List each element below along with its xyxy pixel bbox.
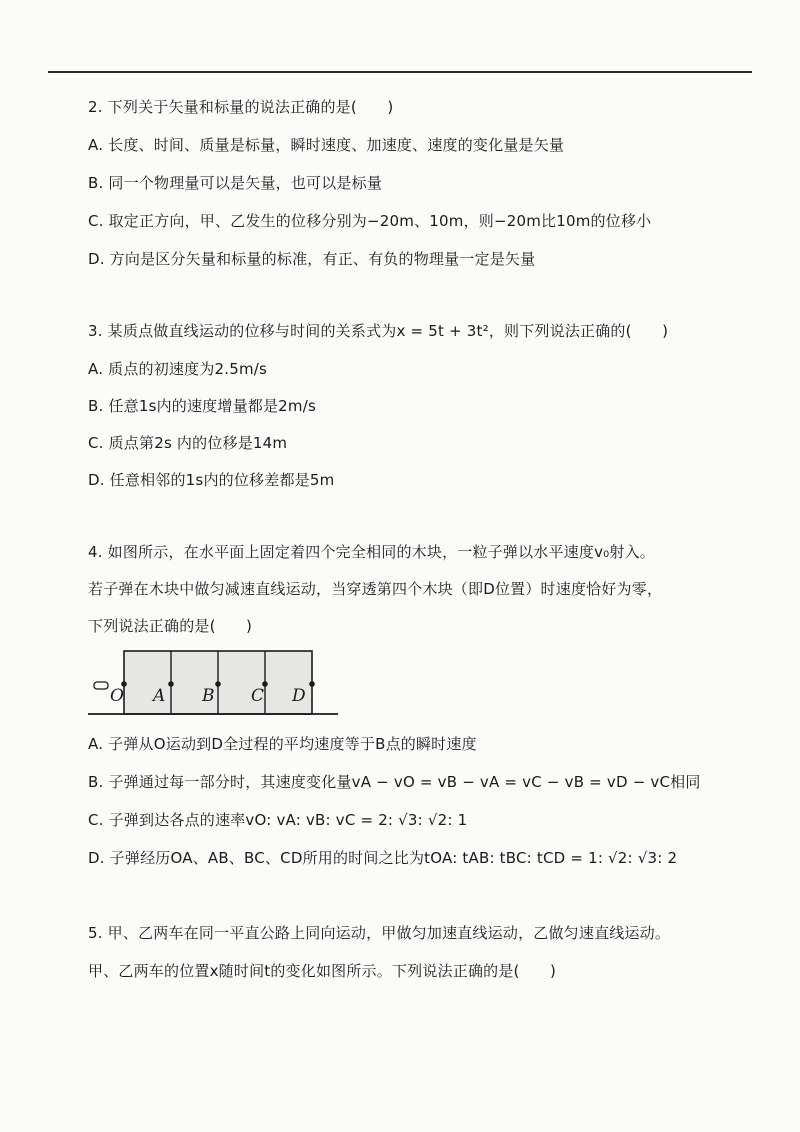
- q4-stem-line-3: 下列说法正确的是( ): [88, 617, 253, 635]
- q3-option-a: A. 质点的初速度为2.5m/s: [88, 360, 268, 378]
- label-c: C: [251, 686, 265, 706]
- q2-option-a: A. 长度、时间、质量是标量，瞬时速度、加速度、速度的变化量是矢量: [88, 136, 565, 154]
- q4-stem-line-1: 4. 如图所示，在水平面上固定着四个完全相同的木块，一粒子弹以水平速度v₀射入。: [88, 543, 655, 561]
- q2-option-b: B. 同一个物理量可以是矢量，也可以是标量: [88, 174, 383, 192]
- q3-stem: 3. 某质点做直线运动的位移与时间的关系式为x = 5t + 3t²，则下列说法正确的( ): [88, 322, 669, 340]
- point-d: [309, 681, 315, 687]
- q4-option-b: B. 子弹通过每一部分时，其速度变化量vA − vO = vB − vA = vC − vB = vD − vC相同: [88, 773, 701, 791]
- point-b: [215, 681, 221, 687]
- top-rule: [48, 71, 752, 73]
- q5-stem-line-2: 甲、乙两车的位置x随时间t的变化如图所示。下列说法正确的是( ): [88, 962, 557, 980]
- q2-stem: 2. 下列关于矢量和标量的说法正确的是( ): [88, 98, 394, 116]
- q4-option-a: A. 子弹从O运动到D全过程的平均速度等于B点的瞬时速度: [88, 735, 477, 753]
- q4-stem-line-2: 若子弹在木块中做匀减速直线运动，当穿透第四个木块（即D位置）时速度恰好为零，: [88, 580, 663, 598]
- q5-stem-line-1: 5. 甲、乙两车在同一平直公路上同向运动，甲做匀加速直线运动，乙做匀速直线运动。: [88, 924, 671, 942]
- q2-option-d: D. 方向是区分矢量和标量的标准，有正、有负的物理量一定是矢量: [88, 250, 536, 268]
- label-b: B: [202, 686, 215, 706]
- label-o: O: [110, 686, 124, 706]
- q3-option-b: B. 任意1s内的速度增量都是2m/s: [88, 397, 317, 415]
- label-d: D: [292, 686, 306, 706]
- q3-option-c: C. 质点第2s 内的位移是14m: [88, 434, 288, 452]
- bullet-icon: [94, 682, 108, 689]
- q4-option-c: C. 子弹到达各点的速率vO: vA: vB: vC = 2: √3: √2: 1: [88, 811, 468, 829]
- label-a: A: [153, 686, 166, 706]
- q2-option-c: C. 取定正方向，甲、乙发生的位移分别为−20m、10m，则−20m比10m的位移小: [88, 212, 652, 230]
- wood-blocks-diagram: [88, 645, 388, 720]
- point-a: [168, 681, 174, 687]
- q3-option-d: D. 任意相邻的1s内的位移差都是5m: [88, 471, 335, 489]
- q4-option-d: D. 子弹经历OA、AB、BC、CD所用的时间之比为tOA: tAB: tBC: tCD = 1: √2: √3: 2: [88, 849, 678, 867]
